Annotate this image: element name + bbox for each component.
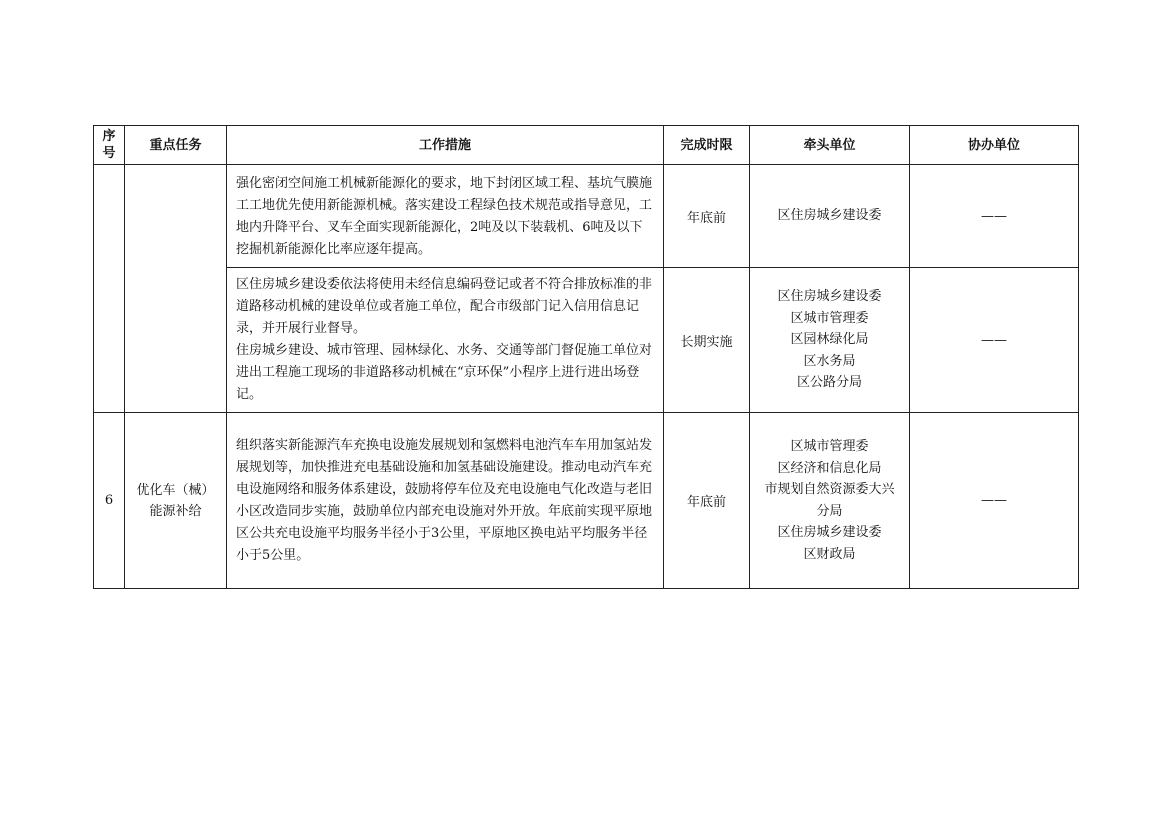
table-row: [94, 268, 1079, 413]
lead-unit: 区住房城乡建设委: [777, 208, 882, 224]
deadline-cell: 长期实施: [664, 268, 750, 413]
lead-unit: 区城市管理委: [790, 310, 869, 326]
lead-cell: [750, 268, 910, 413]
lead-unit: 区城市管理委: [790, 439, 869, 454]
lead-unit: 区水务局: [803, 353, 856, 369]
lead-unit: 区园林绿化局: [790, 332, 869, 348]
measures-cell: [227, 268, 664, 413]
measure-text: 强化密闭空间施工机械新能源化的要求，地下封闭区域工程、基坑气膜施工工地优先使用新能源机械。落实建设工程绿色技术规范或指导意见，工地内升降平台、叉车全面实现新能源化，2吨及以下装载机、6吨及以下挖掘机新能源化比率应逐年提高。: [236, 176, 653, 257]
task-cell: [125, 165, 227, 413]
measures-cell: [227, 413, 664, 589]
lead-unit: 市规划自然资源委大兴分局: [764, 482, 895, 519]
assist-cell: ——: [910, 413, 1079, 589]
lead-unit: 区经济和信息化局: [777, 460, 882, 476]
measures-cell: [227, 165, 664, 268]
assist-cell: ——: [910, 268, 1079, 413]
seq-cell: [94, 165, 125, 413]
deadline-cell: 年底前: [664, 165, 750, 268]
header-measures: 工作措施: [227, 126, 664, 165]
header-lead: 牵头单位: [750, 126, 910, 165]
task-cell: [125, 413, 227, 589]
lead-cell: [750, 165, 910, 268]
task-name: 优化车（械）能源补给: [136, 482, 215, 519]
header-deadline: 完成时限: [664, 126, 750, 165]
table-row: [94, 165, 1079, 268]
table-row: [94, 413, 1079, 589]
lead-unit: 区住房城乡建设委: [777, 525, 882, 540]
header-row: [94, 126, 1079, 165]
assist-cell: ——: [910, 165, 1079, 268]
lead-unit: 区公路分局: [796, 375, 862, 391]
header-task: 重点任务: [125, 126, 227, 165]
measure-text: 区住房城乡建设委依法将使用未经信息编码登记或者不符合排放标准的非道路移动机械的建设单位或者施工单位，配合市级部门记入信用信息记录，并开展行业督导。: [236, 277, 653, 336]
seq-cell: 6: [94, 413, 125, 589]
header-seq-label: 序号: [102, 129, 116, 161]
lead-cell: [750, 413, 910, 589]
deadline-cell: 年底前: [664, 413, 750, 589]
measure-text: 住房城乡建设、城市管理、园林绿化、水务、交通等部门督促施工单位对进出工程施工现场的非道路移动机械在“京环保”小程序上进行进出场登记。: [236, 343, 653, 402]
task-table: [93, 125, 1079, 589]
header-assist: 协办单位: [910, 126, 1079, 165]
lead-unit: 区财政局: [803, 546, 856, 562]
lead-unit: 区住房城乡建设委: [777, 289, 882, 305]
header-seq: [94, 126, 125, 165]
measure-text: 组织落实新能源汽车充换电设施发展规划和氢燃料电池汽车车用加氢站发展规划等，加快推进充电基础设施和加氢基础设施建设。推动电动汽车充电设施网络和服务体系建设，鼓励将停车位及充电设施电气化改造与老旧小区改造同步实施，鼓励单位内部充电设施对外开放。年底前实现平原地区公共充电设施平均服务半径小于3公里，平原地区换电站平均服务半径小于5公里。: [236, 437, 653, 563]
